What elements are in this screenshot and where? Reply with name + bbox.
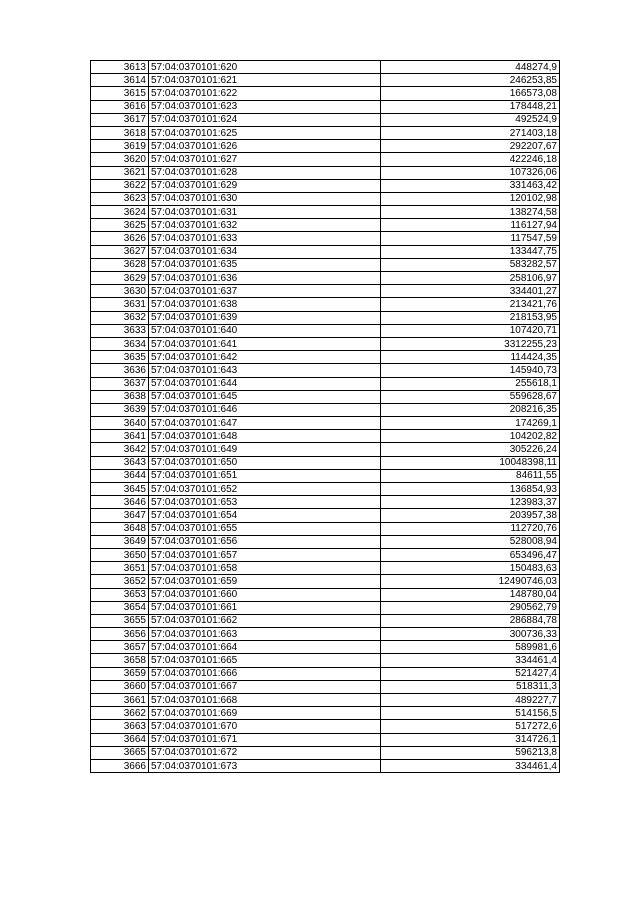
table-row (91, 311, 560, 324)
row-number-cell: 3635 (91, 351, 149, 364)
row-number-cell: 3663 (91, 720, 149, 733)
cadastral-number-cell: 57:04:0370101:672 (149, 746, 381, 759)
table-row (91, 628, 560, 641)
cadastral-value-cell: 514156,5 (381, 707, 560, 720)
cadastral-value-cell: 492524,9 (381, 113, 560, 126)
cadastral-number-cell: 57:04:0370101:620 (149, 61, 381, 74)
table-row (91, 509, 560, 522)
table-row (91, 179, 560, 192)
cadastral-number-cell: 57:04:0370101:640 (149, 324, 381, 337)
cadastral-number-cell: 57:04:0370101:642 (149, 351, 381, 364)
cadastral-value-cell: 314726,1 (381, 733, 560, 746)
cadastral-number-cell: 57:04:0370101:659 (149, 575, 381, 588)
row-number-cell: 3630 (91, 285, 149, 298)
cadastral-number-cell: 57:04:0370101:667 (149, 680, 381, 693)
row-number-cell: 3629 (91, 272, 149, 285)
row-number-cell: 3653 (91, 588, 149, 601)
cadastral-number-cell: 57:04:0370101:628 (149, 166, 381, 179)
cadastral-value-cell: 166573,08 (381, 87, 560, 100)
cadastral-value-cell: 112720,76 (381, 522, 560, 535)
row-number-cell: 3627 (91, 245, 149, 258)
cadastral-value-cell: 133447,75 (381, 245, 560, 258)
row-number-cell: 3655 (91, 614, 149, 627)
table-row (91, 206, 560, 219)
cadastral-number-cell: 57:04:0370101:634 (149, 245, 381, 258)
cadastral-value-cell: 518311,3 (381, 680, 560, 693)
cadastral-value-cell: 3312255,23 (381, 337, 560, 350)
table-row (91, 324, 560, 337)
row-number-cell: 3649 (91, 535, 149, 548)
row-number-cell: 3664 (91, 733, 149, 746)
cadastral-value-cell: 10048398,11 (381, 456, 560, 469)
row-number-cell: 3637 (91, 377, 149, 390)
cadastral-value-cell: 123983,37 (381, 496, 560, 509)
cadastral-number-cell: 57:04:0370101:662 (149, 614, 381, 627)
table-row (91, 87, 560, 100)
cadastral-number-cell: 57:04:0370101:647 (149, 417, 381, 430)
cadastral-value-cell: 653496,47 (381, 548, 560, 561)
cadastral-value-cell: 589981,6 (381, 641, 560, 654)
cadastral-number-cell: 57:04:0370101:673 (149, 759, 381, 772)
cadastral-number-cell: 57:04:0370101:653 (149, 496, 381, 509)
cadastral-value-cell: 120102,98 (381, 192, 560, 205)
table-row (91, 153, 560, 166)
cadastral-value-cell: 334461,4 (381, 654, 560, 667)
cadastral-value-cell: 84611,55 (381, 469, 560, 482)
cadastral-value-cell: 583282,57 (381, 258, 560, 271)
row-number-cell: 3626 (91, 232, 149, 245)
cadastral-number-cell: 57:04:0370101:637 (149, 285, 381, 298)
cadastral-number-cell: 57:04:0370101:655 (149, 522, 381, 535)
row-number-cell: 3654 (91, 601, 149, 614)
table-row (91, 654, 560, 667)
cadastral-number-cell: 57:04:0370101:624 (149, 113, 381, 126)
cadastral-number-cell: 57:04:0370101:631 (149, 206, 381, 219)
cadastral-number-cell: 57:04:0370101:652 (149, 483, 381, 496)
cadastral-value-cell: 178448,21 (381, 100, 560, 113)
cadastral-number-cell: 57:04:0370101:638 (149, 298, 381, 311)
table-row (91, 694, 560, 707)
table-row (91, 390, 560, 403)
cadastral-value-cell: 116127,94 (381, 219, 560, 232)
table-row (91, 522, 560, 535)
cadastral-number-cell: 57:04:0370101:625 (149, 126, 381, 139)
table-row (91, 74, 560, 87)
cadastral-number-cell: 57:04:0370101:663 (149, 628, 381, 641)
cadastral-number-cell: 57:04:0370101:644 (149, 377, 381, 390)
row-number-cell: 3613 (91, 61, 149, 74)
cadastral-number-cell: 57:04:0370101:623 (149, 100, 381, 113)
cadastral-value-cell: 213421,76 (381, 298, 560, 311)
table-row (91, 733, 560, 746)
cadastral-number-cell: 57:04:0370101:670 (149, 720, 381, 733)
row-number-cell: 3646 (91, 496, 149, 509)
cadastral-value-cell: 422246,18 (381, 153, 560, 166)
cadastral-number-cell: 57:04:0370101:648 (149, 430, 381, 443)
row-number-cell: 3621 (91, 166, 149, 179)
row-number-cell: 3615 (91, 87, 149, 100)
row-number-cell: 3625 (91, 219, 149, 232)
table-row (91, 285, 560, 298)
row-number-cell: 3644 (91, 469, 149, 482)
cadastral-value-cell: 136854,93 (381, 483, 560, 496)
cadastral-value-cell: 107326,06 (381, 166, 560, 179)
table-row (91, 562, 560, 575)
cadastral-value-cell: 290562,79 (381, 601, 560, 614)
cadastral-value-cell: 596213,8 (381, 746, 560, 759)
table-row (91, 219, 560, 232)
table-row (91, 443, 560, 456)
row-number-cell: 3651 (91, 562, 149, 575)
row-number-cell: 3628 (91, 258, 149, 271)
cadastral-number-cell: 57:04:0370101:639 (149, 311, 381, 324)
cadastral-number-cell: 57:04:0370101:650 (149, 456, 381, 469)
row-number-cell: 3624 (91, 206, 149, 219)
cadastral-value-cell: 292207,67 (381, 140, 560, 153)
cadastral-number-cell: 57:04:0370101:668 (149, 694, 381, 707)
cadastral-number-cell: 57:04:0370101:632 (149, 219, 381, 232)
table-row (91, 337, 560, 350)
table-row (91, 496, 560, 509)
table-row (91, 245, 560, 258)
cadastral-value-cell: 559628,67 (381, 390, 560, 403)
table-row (91, 232, 560, 245)
row-number-cell: 3647 (91, 509, 149, 522)
cadastral-value-cell: 114424,35 (381, 351, 560, 364)
cadastral-value-cell: 305226,24 (381, 443, 560, 456)
row-number-cell: 3652 (91, 575, 149, 588)
cadastral-value-cell: 117547,59 (381, 232, 560, 245)
row-number-cell: 3658 (91, 654, 149, 667)
cadastral-value-cell: 300736,33 (381, 628, 560, 641)
cadastral-value-cell: 150483,63 (381, 562, 560, 575)
row-number-cell: 3617 (91, 113, 149, 126)
table-row (91, 680, 560, 693)
cadastral-value-cell: 517272,6 (381, 720, 560, 733)
cadastral-number-cell: 57:04:0370101:656 (149, 535, 381, 548)
table-row (91, 588, 560, 601)
table-row (91, 759, 560, 772)
table-row (91, 258, 560, 271)
cadastral-number-cell: 57:04:0370101:661 (149, 601, 381, 614)
table-row (91, 377, 560, 390)
table-row (91, 601, 560, 614)
cadastral-value-cell: 334401,27 (381, 285, 560, 298)
cadastral-value-cell: 331463,42 (381, 179, 560, 192)
table-row (91, 364, 560, 377)
cadastral-number-cell: 57:04:0370101:665 (149, 654, 381, 667)
cadastral-value-cell: 286884,78 (381, 614, 560, 627)
cadastral-number-cell: 57:04:0370101:627 (149, 153, 381, 166)
cadastral-value-cell: 138274,58 (381, 206, 560, 219)
row-number-cell: 3631 (91, 298, 149, 311)
cadastral-value-cell: 145940,73 (381, 364, 560, 377)
table-row (91, 548, 560, 561)
table-row (91, 746, 560, 759)
row-number-cell: 3661 (91, 694, 149, 707)
row-number-cell: 3634 (91, 337, 149, 350)
cadastral-number-cell: 57:04:0370101:651 (149, 469, 381, 482)
cadastral-number-cell: 57:04:0370101:643 (149, 364, 381, 377)
table-row (91, 272, 560, 285)
cadastral-value-cell: 258106,97 (381, 272, 560, 285)
row-number-cell: 3638 (91, 390, 149, 403)
row-number-cell: 3619 (91, 140, 149, 153)
table-row (91, 641, 560, 654)
cadastral-number-cell: 57:04:0370101:633 (149, 232, 381, 245)
table-row (91, 483, 560, 496)
cadastral-value-cell: 12490746,03 (381, 575, 560, 588)
row-number-cell: 3636 (91, 364, 149, 377)
table-row (91, 614, 560, 627)
table-row (91, 469, 560, 482)
cadastral-value-cell: 148780,04 (381, 588, 560, 601)
cadastral-value-cell: 174269,1 (381, 417, 560, 430)
row-number-cell: 3632 (91, 311, 149, 324)
cadastral-value-cell: 107420,71 (381, 324, 560, 337)
cadastral-number-cell: 57:04:0370101:629 (149, 179, 381, 192)
cadastral-number-cell: 57:04:0370101:649 (149, 443, 381, 456)
row-number-cell: 3641 (91, 430, 149, 443)
cadastral-value-cell: 104202,82 (381, 430, 560, 443)
row-number-cell: 3643 (91, 456, 149, 469)
table-row (91, 417, 560, 430)
cadastral-number-cell: 57:04:0370101:626 (149, 140, 381, 153)
table-row (91, 126, 560, 139)
cadastral-number-cell: 57:04:0370101:621 (149, 74, 381, 87)
cadastral-value-cell: 208216,35 (381, 403, 560, 416)
row-number-cell: 3640 (91, 417, 149, 430)
row-number-cell: 3648 (91, 522, 149, 535)
table-row (91, 535, 560, 548)
cadastral-value-cell: 334461,4 (381, 759, 560, 772)
table-row (91, 667, 560, 680)
table-row (91, 140, 560, 153)
table-row (91, 298, 560, 311)
cadastral-value-cell: 203957,38 (381, 509, 560, 522)
row-number-cell: 3666 (91, 759, 149, 772)
cadastral-value-cell: 246253,85 (381, 74, 560, 87)
table-row (91, 61, 560, 74)
table-row (91, 430, 560, 443)
cadastral-number-cell: 57:04:0370101:636 (149, 272, 381, 285)
row-number-cell: 3614 (91, 74, 149, 87)
cadastral-number-cell: 57:04:0370101:660 (149, 588, 381, 601)
row-number-cell: 3642 (91, 443, 149, 456)
cadastral-value-cell: 271403,18 (381, 126, 560, 139)
table-row (91, 720, 560, 733)
table-row (91, 192, 560, 205)
row-number-cell: 3665 (91, 746, 149, 759)
row-number-cell: 3662 (91, 707, 149, 720)
cadastral-number-cell: 57:04:0370101:654 (149, 509, 381, 522)
row-number-cell: 3659 (91, 667, 149, 680)
cadastral-number-cell: 57:04:0370101:645 (149, 390, 381, 403)
row-number-cell: 3639 (91, 403, 149, 416)
table-row (91, 166, 560, 179)
cadastral-number-cell: 57:04:0370101:641 (149, 337, 381, 350)
cadastral-value-cell: 218153,95 (381, 311, 560, 324)
row-number-cell: 3620 (91, 153, 149, 166)
cadastral-value-table (90, 60, 560, 773)
row-number-cell: 3622 (91, 179, 149, 192)
table-row (91, 351, 560, 364)
row-number-cell: 3618 (91, 126, 149, 139)
cadastral-number-cell: 57:04:0370101:635 (149, 258, 381, 271)
cadastral-number-cell: 57:04:0370101:657 (149, 548, 381, 561)
cadastral-number-cell: 57:04:0370101:666 (149, 667, 381, 680)
row-number-cell: 3656 (91, 628, 149, 641)
row-number-cell: 3660 (91, 680, 149, 693)
row-number-cell: 3650 (91, 548, 149, 561)
table-row (91, 113, 560, 126)
cadastral-number-cell: 57:04:0370101:630 (149, 192, 381, 205)
cadastral-number-cell: 57:04:0370101:646 (149, 403, 381, 416)
row-number-cell: 3645 (91, 483, 149, 496)
row-number-cell: 3623 (91, 192, 149, 205)
table-row (91, 456, 560, 469)
cadastral-value-cell: 255618,1 (381, 377, 560, 390)
cadastral-value-cell: 489227,7 (381, 694, 560, 707)
row-number-cell: 3616 (91, 100, 149, 113)
cadastral-value-cell: 528008,94 (381, 535, 560, 548)
row-number-cell: 3657 (91, 641, 149, 654)
table-row (91, 100, 560, 113)
table-row (91, 707, 560, 720)
table-body (91, 61, 560, 773)
table-row (91, 575, 560, 588)
cadastral-number-cell: 57:04:0370101:622 (149, 87, 381, 100)
row-number-cell: 3633 (91, 324, 149, 337)
cadastral-value-cell: 521427,4 (381, 667, 560, 680)
cadastral-number-cell: 57:04:0370101:671 (149, 733, 381, 746)
cadastral-value-cell: 448274,9 (381, 61, 560, 74)
cadastral-number-cell: 57:04:0370101:669 (149, 707, 381, 720)
cadastral-number-cell: 57:04:0370101:658 (149, 562, 381, 575)
table-row (91, 403, 560, 416)
cadastral-number-cell: 57:04:0370101:664 (149, 641, 381, 654)
